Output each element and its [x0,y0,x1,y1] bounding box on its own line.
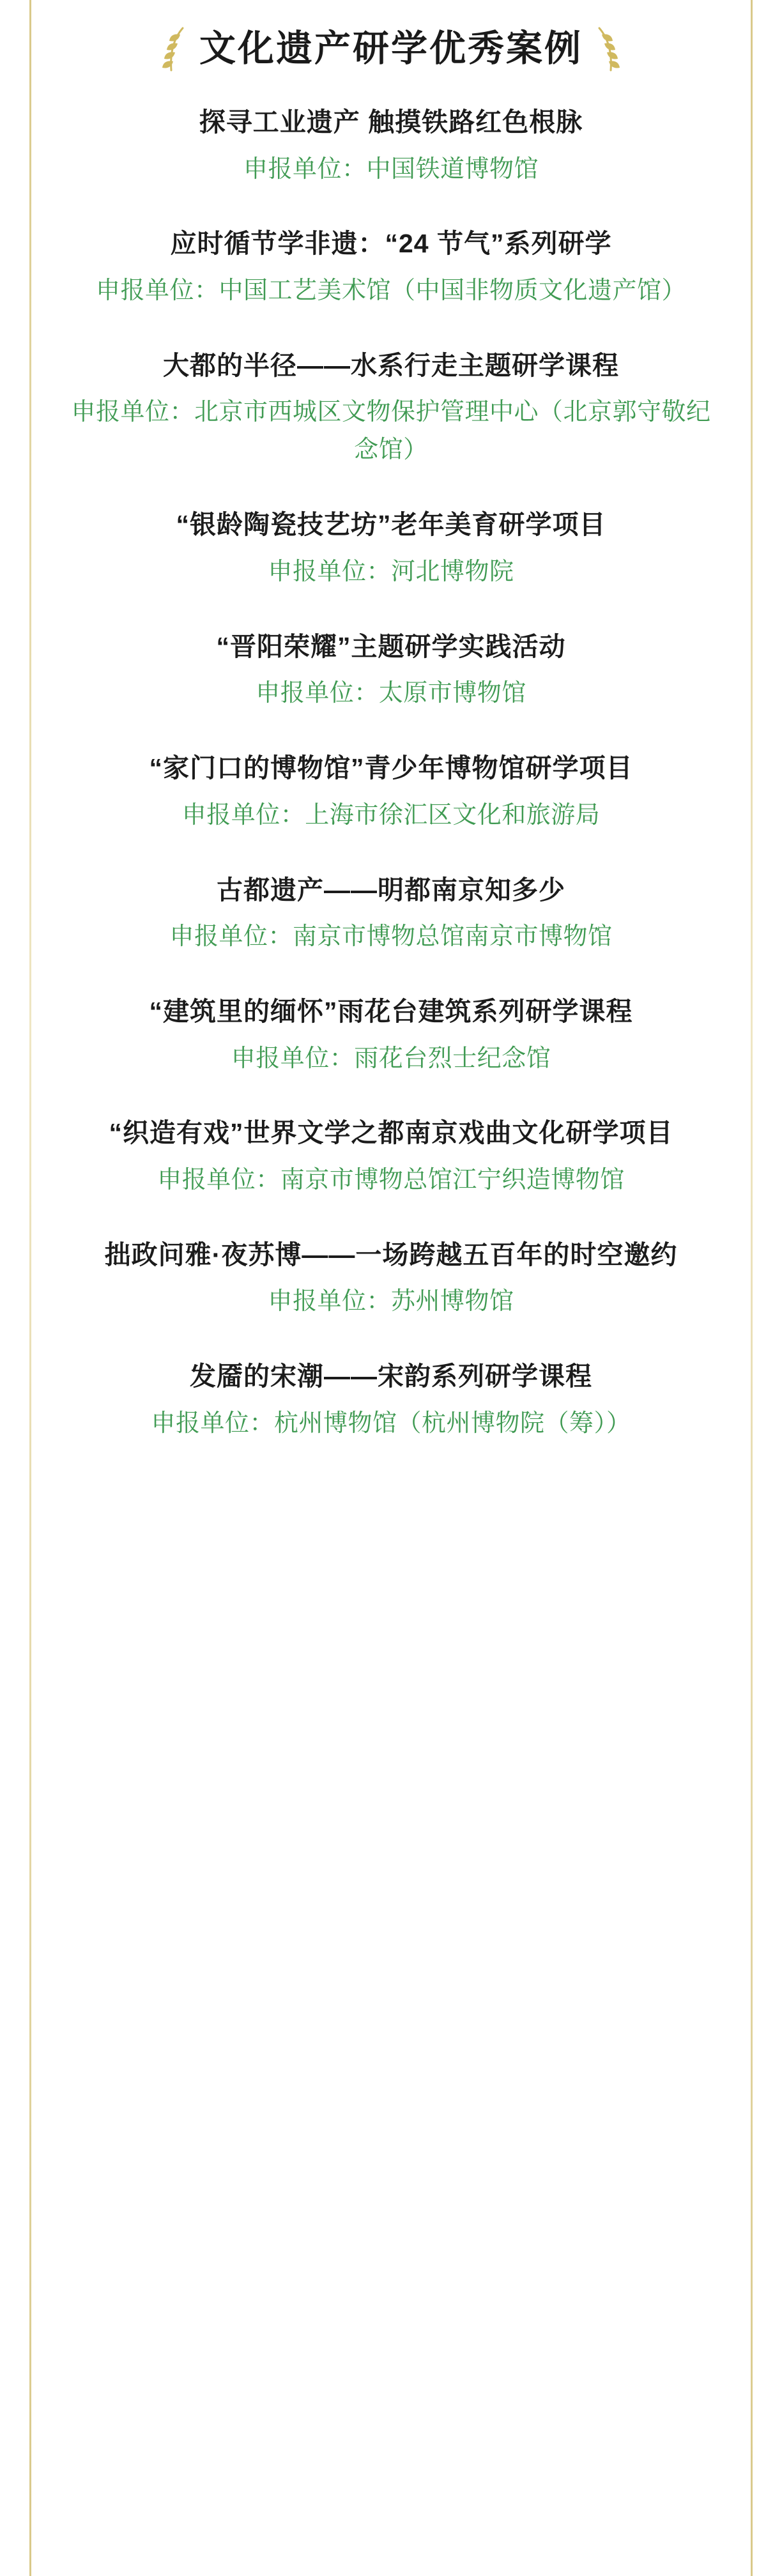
case-title: “银龄陶瓷技艺坊”老年美育研学项目 [176,510,606,540]
case-title: 探寻工业遗产 触摸铁路红色根脉 [199,107,583,137]
case-title: “织造有戏”世界文学之都南京戏曲文化研学项目 [109,1118,673,1148]
case-unit [61,797,721,834]
case-unit [61,151,721,188]
case-title: “建筑里的缅怀”雨花台建筑系列研学课程 [149,996,633,1026]
case-unit-value: 北京市西城区文物保护管理中心（北京郭守敬纪念馆） [194,399,711,464]
wheat-laurel-right-icon [592,24,625,74]
case-unit-label: 申报单位： [71,399,194,426]
case-unit-value: 中国铁道博物馆 [366,155,539,183]
case-unit-label: 申报单位： [256,680,379,707]
list-item [61,346,721,469]
list-item [61,224,721,309]
poster-header [0,0,782,96]
case-unit [61,553,721,591]
case-unit [61,272,721,310]
case-unit [61,918,721,956]
case-unit-value: 河北博物院 [391,558,514,585]
case-unit-value: 太原市博物馆 [378,680,526,707]
case-unit-value: 雨花台烈士纪念馆 [354,1045,551,1072]
case-unit-value: 南京市博物总馆江宁织造博物馆 [280,1166,625,1193]
list-item [61,748,721,834]
case-unit-value: 杭州博物馆（杭州博物院（筹）） [274,1409,631,1437]
case-unit-label: 申报单位： [181,801,305,829]
case-unit [61,1040,721,1078]
case-unit-label: 申报单位： [243,155,367,183]
case-title: 拙政问雅·夜苏博——一场跨越五百年的时空邀约 [104,1239,678,1269]
list-item [61,1235,721,1321]
case-unit-label: 申报单位： [157,1166,280,1193]
case-title: “家门口的博物馆”青少年博物馆研学项目 [149,753,633,783]
case-unit [61,1283,721,1321]
case-title: 大都的半径——水系行走主题研学课程 [163,350,619,380]
case-unit-label: 申报单位： [169,923,293,951]
case-unit [61,1162,721,1199]
page-title: 文化遗产研学优秀案例 [199,28,583,70]
case-unit-label: 申报单位： [231,1045,355,1072]
list-item [61,505,721,590]
list-item [61,870,721,956]
case-unit-value: 上海市徐汇区文化和旅游局 [305,801,601,829]
case-unit-label: 申报单位： [95,277,219,304]
list-item [61,102,721,188]
case-title: “晋阳荣耀”主题研学实践活动 [216,631,566,661]
case-unit-value: 苏州博物馆 [391,1288,514,1315]
list-item [61,627,721,712]
case-unit-value: 南京市博物总馆南京市博物馆 [293,923,613,951]
case-title: 古都遗产——明都南京知多少 [217,875,565,905]
case-list [0,96,782,1443]
case-unit [61,1405,721,1443]
list-item [61,1113,721,1199]
case-unit-label: 申报单位： [268,1288,391,1315]
list-item [61,1356,721,1442]
case-unit [61,394,721,469]
case-unit-label: 申报单位： [151,1409,274,1437]
case-unit-value: 中国工艺美术馆（中国非物质文化遗产馆） [218,277,687,304]
wheat-laurel-left-icon [157,24,190,74]
case-unit [61,675,721,712]
list-item [61,992,721,1077]
case-unit-label: 申报单位： [268,558,391,585]
case-title: 应时循节学非遗：“24 节气”系列研学 [170,229,612,259]
case-title: 发靥的宋潮——宋韵系列研学课程 [190,1361,592,1392]
